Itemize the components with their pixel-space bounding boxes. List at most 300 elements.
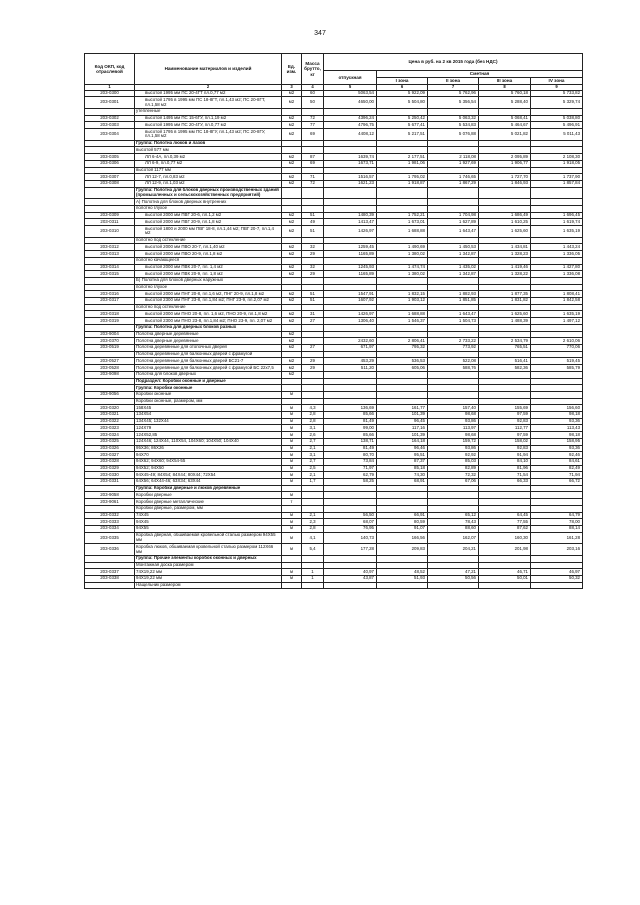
row-zone1-price: 85,18 xyxy=(377,465,428,472)
row-unit xyxy=(282,555,302,562)
row-zone4-price xyxy=(531,371,583,378)
row-code xyxy=(85,398,135,405)
row-zone3-price xyxy=(479,499,531,506)
row-mass: 29 xyxy=(302,358,324,365)
row-zone4-price xyxy=(531,378,583,385)
row-zone2-price: 93,86 xyxy=(428,445,479,452)
row-unit xyxy=(282,140,302,147)
row-code: 203-0314 xyxy=(85,264,135,271)
row-name: 94Х55 xyxy=(135,525,282,532)
row-code xyxy=(85,147,135,154)
row-name: ЛЛ 12-7, пл.0,83 м2 xyxy=(135,174,282,181)
table-row xyxy=(85,206,583,213)
row-name: 74Х45 xyxy=(135,512,282,519)
row-zone3-price: 1 625,60 xyxy=(479,226,531,238)
row-zone3-price xyxy=(479,582,531,589)
row-zone3-price xyxy=(479,371,531,378)
row-zone3-price xyxy=(479,505,531,512)
row-zone4-price: 5 011,43 xyxy=(531,129,583,141)
table-row xyxy=(85,264,583,271)
row-zone3-price: 1 328,22 xyxy=(479,271,531,278)
row-code: 203-0327 xyxy=(85,452,135,459)
row-code xyxy=(85,206,135,213)
row-code: 203-0519 xyxy=(85,345,135,352)
row-zone2-price: 5 076,88 xyxy=(428,129,479,141)
row-name: Группа: Прочие элементы коробок оконных и дверных xyxy=(135,555,282,562)
row-zone4-price: 770,06 xyxy=(531,345,583,352)
row-zone4-price xyxy=(531,147,583,154)
row-zone2-price: 1 342,87 xyxy=(428,271,479,278)
row-unit xyxy=(282,206,302,213)
row-release-price: 453,29 xyxy=(324,358,377,365)
table-row xyxy=(85,358,583,365)
row-zone3-price: 1 906,77 xyxy=(479,160,531,167)
row-zone2-price: 93,86 xyxy=(428,418,479,425)
row-name: А) Полотна для блоков дверных внутренних xyxy=(135,199,282,206)
row-code: 203-9004 xyxy=(85,331,135,338)
header-name: Наименование материалов и изделий xyxy=(135,54,282,85)
row-zone2-price: 159,72 xyxy=(428,438,479,445)
row-name: Группа: Коробки оконные xyxy=(135,385,282,392)
table-row xyxy=(85,338,583,345)
row-mass: 72 xyxy=(302,115,324,122)
row-zone3-price xyxy=(479,385,531,392)
row-mass: 2,1 xyxy=(302,512,324,519)
row-release-price: 1259,45 xyxy=(324,244,377,251)
row-release-price: 1547,91 xyxy=(324,291,377,298)
row-unit xyxy=(282,378,302,385)
row-unit: м xyxy=(282,532,302,544)
table-row xyxy=(85,167,583,174)
row-mass: 32 xyxy=(302,264,324,271)
row-zone2-price xyxy=(428,485,479,492)
row-zone2-price xyxy=(428,492,479,499)
row-zone1-price xyxy=(377,324,428,331)
row-code: 203-0323 xyxy=(85,425,135,432)
row-code: 203-0313 xyxy=(85,251,135,258)
page-number: 347 xyxy=(314,30,326,37)
row-code: 203-9061 xyxy=(85,499,135,506)
row-release-price xyxy=(324,206,377,213)
column-number: 2 xyxy=(135,85,282,91)
row-unit xyxy=(282,324,302,331)
row-zone4-price: 161,28 xyxy=(531,532,583,544)
row-unit: м xyxy=(282,405,302,412)
row-zone3-price xyxy=(479,187,531,199)
row-release-price: 671,97 xyxy=(324,345,377,352)
table-row xyxy=(85,122,583,129)
table-row xyxy=(85,304,583,311)
row-zone2-price xyxy=(428,140,479,147)
row-zone2-price xyxy=(428,237,479,244)
row-zone3-price: 1 328,23 xyxy=(479,251,531,258)
row-zone3-price xyxy=(479,485,531,492)
row-zone2-price xyxy=(428,371,479,378)
row-release-price: 1165,89 xyxy=(324,251,377,258)
row-zone4-price: 1 635,19 xyxy=(531,226,583,238)
row-code: 203-0370 xyxy=(85,338,135,345)
row-name: высотой 1995 мм ПС 20-4ГТ пл.0,77 м2 xyxy=(135,90,282,97)
row-zone1-price: 1 795,02 xyxy=(377,174,428,181)
row-zone4-price: 1 918,05 xyxy=(531,160,583,167)
row-code: 203-0301 xyxy=(85,97,135,109)
row-unit xyxy=(282,237,302,244)
row-release-price: 511,20 xyxy=(324,365,377,372)
row-mass xyxy=(302,277,324,284)
row-release-price: 1480,39 xyxy=(324,212,377,219)
row-zone1-price xyxy=(377,277,428,284)
row-zone1-price: 5 504,80 xyxy=(377,97,428,109)
row-unit xyxy=(282,398,302,405)
table-row xyxy=(85,257,583,264)
row-zone2-price: 82,89 xyxy=(428,465,479,472)
row-zone2-price: 88,60 xyxy=(428,525,479,532)
row-name: Полотна дверные деревянные xyxy=(135,338,282,345)
row-mass: 2,8 xyxy=(302,412,324,419)
row-zone2-price: 5 534,83 xyxy=(428,122,479,129)
row-code: 203-0337 xyxy=(85,569,135,576)
row-zone2-price xyxy=(428,505,479,512)
row-zone3-price xyxy=(479,378,531,385)
row-zone1-price xyxy=(377,284,428,291)
row-name: высотой 2300 мм ПНГ 23-8, пл.1,84 м2; ПНГ 23-9, пл.2,07 м2 xyxy=(135,298,282,305)
row-code xyxy=(85,505,135,512)
row-unit: м2 xyxy=(282,180,302,187)
row-release-price xyxy=(324,562,377,569)
row-unit: м xyxy=(282,432,302,439)
row-name: 94Х70 xyxy=(135,452,282,459)
header-price-group: Цена в руб. на 2 кв 2015 года (без НДС) xyxy=(324,54,583,71)
table-row xyxy=(85,432,583,439)
row-zone2-price: 588,76 xyxy=(428,365,479,372)
table-row xyxy=(85,582,583,589)
row-unit: м xyxy=(282,412,302,419)
row-name: утепленные xyxy=(135,109,282,116)
table-row xyxy=(85,499,583,506)
row-zone3-price xyxy=(479,331,531,338)
row-zone2-price xyxy=(428,147,479,154)
row-zone1-price xyxy=(377,206,428,213)
row-zone3-price: 1 434,81 xyxy=(479,244,531,251)
row-zone3-price: 87,62 xyxy=(479,525,531,532)
row-zone4-price: 66,72 xyxy=(531,479,583,486)
row-zone1-price xyxy=(377,304,428,311)
row-name: высотой 2000 мм ПВК 20-7, пл. 1,4 м2 xyxy=(135,264,282,271)
row-zone2-price: 1 882,93 xyxy=(428,291,479,298)
row-zone3-price xyxy=(479,492,531,499)
row-name: высотой 2300 мм ПНО 23-8, пл.1,84 м2; ПНО 23-9, пл. 2,07 м2 xyxy=(135,318,282,325)
row-release-price: 58,25 xyxy=(324,479,377,486)
row-unit: м xyxy=(282,418,302,425)
row-release-price: 5063,54 xyxy=(324,90,377,97)
row-mass: 5,4 xyxy=(302,544,324,556)
row-name: Коробки дверные, размером, мм xyxy=(135,505,282,512)
row-zone2-price xyxy=(428,167,479,174)
row-mass: 51 xyxy=(302,298,324,305)
row-zone2-price: 1 627,89 xyxy=(428,219,479,226)
table-row xyxy=(85,365,583,372)
row-zone2-price: 2 733,22 xyxy=(428,338,479,345)
row-code: 203-0332 xyxy=(85,512,135,519)
row-unit: м xyxy=(282,391,302,398)
table-row xyxy=(85,298,583,305)
row-release-price: 1639,74 xyxy=(324,154,377,161)
row-code: 203-9058 xyxy=(85,492,135,499)
table-row xyxy=(85,425,583,432)
row-zone4-price xyxy=(531,140,583,147)
row-release-price xyxy=(324,331,377,338)
row-name: высотой 1995 мм ПС 20-4ГУ, пл.0,77 м2 xyxy=(135,122,282,129)
row-release-price: 1516,57 xyxy=(324,174,377,181)
row-name: высотой 2000 мм ПВК 20-9, пл. 1,8 м2 xyxy=(135,271,282,278)
row-name: высотой 2000 мм ПВО 20-9, пл.1,8 м2 xyxy=(135,251,282,258)
row-zone4-price: 98,18 xyxy=(531,412,583,419)
row-mass: 51 xyxy=(302,212,324,219)
row-name: 134Х45; 132Х44 xyxy=(135,418,282,425)
row-name: 74Х19,22 мм xyxy=(135,569,282,576)
row-unit: м2 xyxy=(282,154,302,161)
row-code: 203-0336 xyxy=(85,544,135,556)
row-release-price: 81,49 xyxy=(324,445,377,452)
row-zone3-price: 1 846,93 xyxy=(479,180,531,187)
row-mass xyxy=(302,505,324,512)
row-mass xyxy=(302,206,324,213)
row-unit: м2 xyxy=(282,345,302,352)
row-release-price: 1306,40 xyxy=(324,318,377,325)
row-zone2-price xyxy=(428,206,479,213)
row-zone3-price xyxy=(479,304,531,311)
row-name: ЛЛ 6-4А, пл.0,39 м2 xyxy=(135,154,282,161)
row-unit xyxy=(282,199,302,206)
row-name: Полотна деревянные для балконных дверей БС21-7 xyxy=(135,358,282,365)
row-zone4-price xyxy=(531,505,583,512)
row-zone1-price: 66,91 xyxy=(377,512,428,519)
row-code: 203-0326 xyxy=(85,445,135,452)
row-unit: м2 xyxy=(282,371,302,378)
row-code xyxy=(85,199,135,206)
row-zone1-price: 2 806,41 xyxy=(377,338,428,345)
row-name: высотой 1495 мм ПС 15-6ГУ, пл.1,19 м2 xyxy=(135,115,282,122)
row-zone4-price xyxy=(531,206,583,213)
row-name: Б) Полотна для блоков дверных наружных xyxy=(135,277,282,284)
row-mass xyxy=(302,391,324,398)
row-release-price: 85,66 xyxy=(324,432,377,439)
row-unit: м2 xyxy=(282,271,302,278)
table-row xyxy=(85,109,583,116)
table-row xyxy=(85,512,583,519)
table-group-row xyxy=(85,485,583,492)
row-code: 203-0320 xyxy=(85,405,135,412)
row-mass: 2,8 xyxy=(302,525,324,532)
row-zone2-price: 157,40 xyxy=(428,405,479,412)
row-mass xyxy=(302,378,324,385)
table-row xyxy=(85,418,583,425)
row-name: полотно под остекление xyxy=(135,237,282,244)
row-mass: 51 xyxy=(302,291,324,298)
column-number: 5 xyxy=(324,85,377,91)
row-zone2-price xyxy=(428,391,479,398)
row-release-price xyxy=(324,324,377,331)
table-header xyxy=(85,54,583,91)
table-row xyxy=(85,180,583,187)
row-code xyxy=(85,284,135,291)
column-number: 4 xyxy=(302,85,324,91)
row-release-price xyxy=(324,351,377,358)
table-row xyxy=(85,371,583,378)
row-zone3-price xyxy=(479,398,531,405)
row-zone2-price: 1 704,98 xyxy=(428,212,479,219)
row-zone3-price xyxy=(479,277,531,284)
row-zone4-price: 1 497,12 xyxy=(531,318,583,325)
table-row xyxy=(85,318,583,325)
row-name: полотно качающееся xyxy=(135,257,282,264)
row-zone1-price xyxy=(377,237,428,244)
row-zone1-price xyxy=(377,492,428,499)
row-zone3-price: 1 727,70 xyxy=(479,174,531,181)
row-zone2-price: 47,21 xyxy=(428,569,479,576)
row-release-price xyxy=(324,257,377,264)
row-zone2-price: 1 435,02 xyxy=(428,264,479,271)
row-unit: м2 xyxy=(282,331,302,338)
row-zone4-price xyxy=(531,391,583,398)
row-release-price: 1426,97 xyxy=(324,311,377,318)
row-release-price: 62,79 xyxy=(324,472,377,479)
row-mass: 3,1 xyxy=(302,452,324,459)
row-code: 203-0325 xyxy=(85,438,135,445)
table-row xyxy=(85,576,583,583)
row-zone3-price xyxy=(479,324,531,331)
row-code: 203-0322 xyxy=(85,418,135,425)
row-release-price: 80,70 xyxy=(324,452,377,459)
row-name: 94Х45 xyxy=(135,519,282,526)
row-zone4-price: 5 496,91 xyxy=(531,122,583,129)
row-zone1-price: 91,07 xyxy=(377,525,428,532)
row-zone2-price: 5 356,54 xyxy=(428,97,479,109)
row-name: полотно под остекление xyxy=(135,304,282,311)
row-zone1-price xyxy=(377,187,428,199)
row-zone4-price: 1 443,24 xyxy=(531,244,583,251)
row-unit xyxy=(282,109,302,116)
row-mass: 51 xyxy=(302,226,324,238)
row-zone1-price: 1 832,15 xyxy=(377,291,428,298)
row-name: высотой 577 мм xyxy=(135,147,282,154)
row-zone1-price: 1 688,88 xyxy=(377,311,428,318)
row-code xyxy=(85,562,135,569)
row-code: 203-0333 xyxy=(85,519,135,526)
row-name: Коробка дверная, обшиваемая кровельной сталью размером 94Х55 мм xyxy=(135,532,282,544)
row-mass xyxy=(302,324,324,331)
row-zone1-price: 2 177,51 xyxy=(377,154,428,161)
row-mass: 29 xyxy=(302,365,324,372)
row-zone4-price xyxy=(531,351,583,358)
row-zone3-price: 5 288,40 xyxy=(479,97,531,109)
row-code: 203-0329 xyxy=(85,465,135,472)
table-row xyxy=(85,505,583,512)
column-number: 8 xyxy=(479,85,531,91)
row-unit: м2 xyxy=(282,174,302,181)
row-unit: м xyxy=(282,452,302,459)
row-mass: 77 xyxy=(302,122,324,129)
row-zone4-price xyxy=(531,398,583,405)
row-zone4-price: 71,94 xyxy=(531,472,583,479)
row-unit: м2 xyxy=(282,97,302,109)
row-release-price xyxy=(324,304,377,311)
table-row xyxy=(85,147,583,154)
price-table xyxy=(84,53,583,589)
row-zone2-price xyxy=(428,109,479,116)
row-release-price: 81,49 xyxy=(324,418,377,425)
row-zone4-price: 1 842,58 xyxy=(531,298,583,305)
row-zone1-price: 1 546,37 xyxy=(377,318,428,325)
row-unit: м2 xyxy=(282,90,302,97)
header-mass: Масса брутто, кг xyxy=(302,54,324,85)
row-code: 203-0334 xyxy=(85,525,135,532)
row-zone3-price: 46,71 xyxy=(479,569,531,576)
row-unit: м2 xyxy=(282,291,302,298)
row-zone4-price xyxy=(531,167,583,174)
row-zone3-price xyxy=(479,167,531,174)
row-zone4-price: 156,60 xyxy=(531,405,583,412)
table-row xyxy=(85,277,583,284)
row-zone2-price: 1 927,69 xyxy=(428,160,479,167)
row-code: 203-0312 xyxy=(85,244,135,251)
row-zone1-price xyxy=(377,257,428,264)
table-row xyxy=(85,398,583,405)
header-unit: Ед. изм. xyxy=(282,54,302,85)
row-name: высотой 2000 мм ПВО 20-7, пл.1,40 м2 xyxy=(135,244,282,251)
row-release-price: 68,07 xyxy=(324,519,377,526)
row-release-price: 1426,97 xyxy=(324,226,377,238)
row-zone1-price xyxy=(377,109,428,116)
row-zone4-price: 1 696,45 xyxy=(531,212,583,219)
row-unit: м xyxy=(282,512,302,519)
table-row xyxy=(85,154,583,161)
row-zone2-price xyxy=(428,562,479,569)
row-code xyxy=(85,485,135,492)
row-mass: 2,5 xyxy=(302,465,324,472)
row-mass xyxy=(302,140,324,147)
row-zone2-price xyxy=(428,257,479,264)
row-zone2-price xyxy=(428,378,479,385)
row-zone4-price xyxy=(531,237,583,244)
table-group-row xyxy=(85,385,583,392)
row-code: 203-0302 xyxy=(85,115,135,122)
row-code xyxy=(85,324,135,331)
row-code xyxy=(85,277,135,284)
row-zone1-price: 605,06 xyxy=(377,365,428,372)
row-release-price xyxy=(324,505,377,512)
row-code xyxy=(85,378,135,385)
row-zone3-price: 64,45 xyxy=(479,512,531,519)
row-mass xyxy=(302,187,324,199)
row-release-price xyxy=(324,582,377,589)
row-mass: 1 xyxy=(302,576,324,583)
row-release-price xyxy=(324,109,377,116)
row-mass xyxy=(302,555,324,562)
row-zone4-price xyxy=(531,284,583,291)
table-row xyxy=(85,199,583,206)
row-zone3-price: 5 464,67 xyxy=(479,122,531,129)
row-zone4-price: 98,18 xyxy=(531,432,583,439)
row-release-price: 4396,24 xyxy=(324,115,377,122)
row-name: Полотна деревянные для балконных дверей с фрамугой БС 22х7,5 xyxy=(135,365,282,372)
row-zone2-price: 1 450,53 xyxy=(428,244,479,251)
row-zone4-price xyxy=(531,109,583,116)
row-mass: 4,1 xyxy=(302,532,324,544)
row-unit: м2 xyxy=(282,298,302,305)
row-mass: 2,7 xyxy=(302,438,324,445)
header-estimate: Сметная xyxy=(377,71,583,78)
